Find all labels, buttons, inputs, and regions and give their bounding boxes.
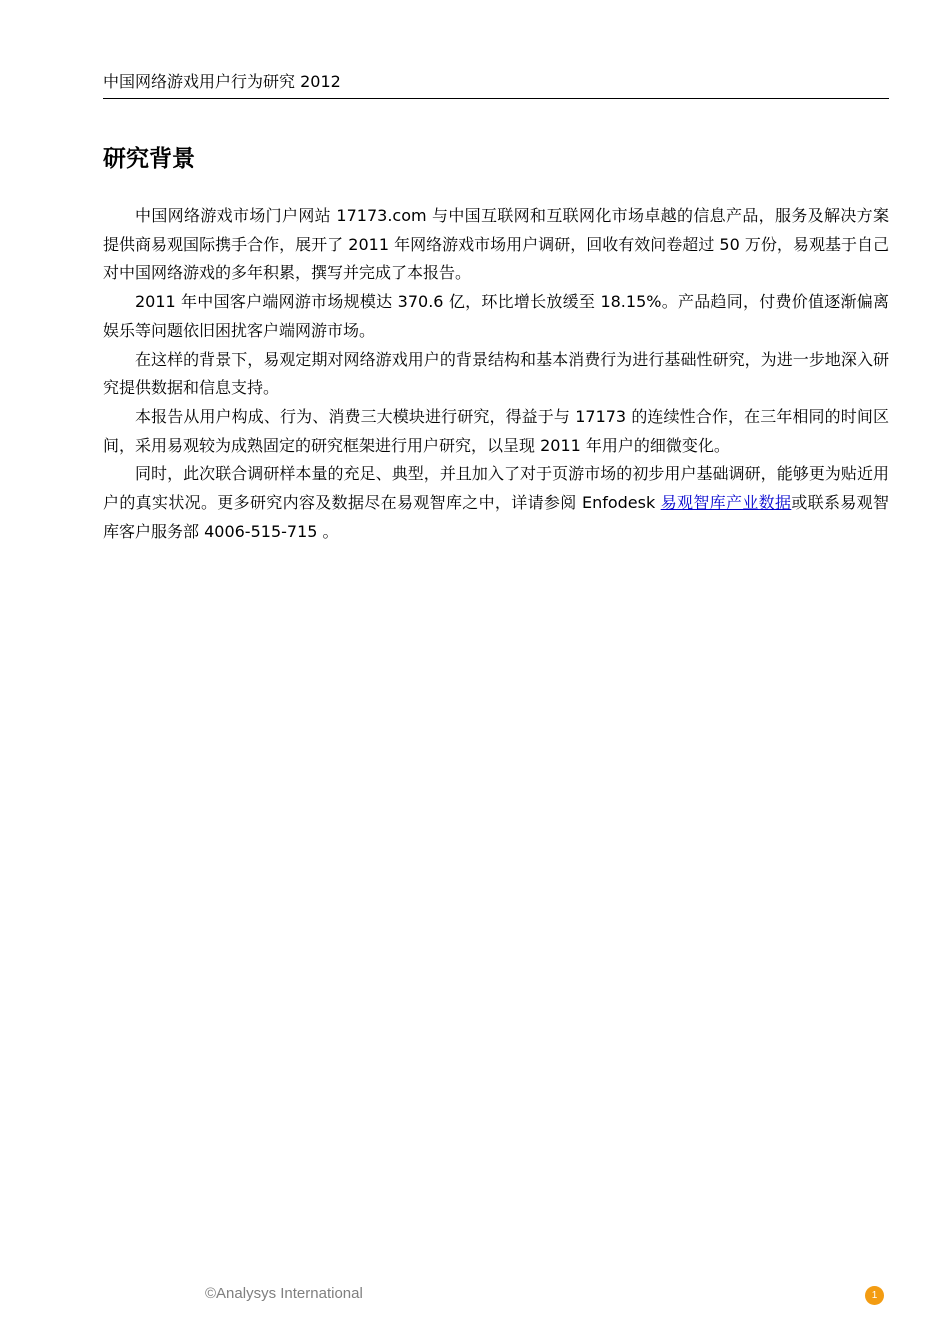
paragraph-contact-text: 同时，此次联合调研样本量的充足、典型，并且加入了对于页游市场的初步用户基础调研，能够更为贴近用户的真实状况。更多研究内容及数据尽在易观智库之中，详请参阅 Enfodesk — [103, 464, 889, 513]
enfodesk-data-link[interactable]: 易观智库产业数据 — [660, 493, 792, 513]
section-title: 研究背景 — [103, 146, 195, 172]
paragraph-background: 在这样的背景下，易观定期对网络游戏用户的背景结构和基本消费行为进行基础性研究，为进一步地深入研究提供数据和信息支持。 — [103, 349, 889, 398]
header-title: 中国网络游戏用户行为研究 2012 — [103, 72, 341, 91]
paragraph-intro: 中国网络游戏市场门户网站 17173.com 与中国互联网和互联网化市场卓越的信息产品，服务及解决方案提供商易观国际携手合作，展开了 2011 年网络游戏市场用户调研，回收有效问卷超过 50 万份，易观基于自己对中国网络游戏的多年积累，撰写并完成了本报告。 — [103, 206, 889, 283]
paragraph-contact — [103, 460, 889, 546]
page-number-badge: 1 — [865, 1286, 884, 1305]
body-text — [103, 202, 889, 546]
page-header — [103, 72, 889, 99]
paragraph-market-size: 2011 年中国客户端网游市场规模达 370.6 亿，环比增长放缓至 18.15%。产品趋同，付费价值逐渐偏离娱乐等问题依旧困扰客户端网游市场。 — [103, 292, 889, 340]
paragraph-framework: 本报告从用户构成、行为、消费三大模块进行研究，得益于与 17173 的连续性合作，在三年相同的时间区间，采用易观较为成熟固定的研究框架进行用户研究，以呈现 2011 年用户的细微变化。 — [103, 406, 889, 455]
paragraph-contact-tail: 或联系易观智库客户服务部 4006-515-715 。 — [103, 493, 889, 541]
footer-brand: ©Analysys International — [205, 1285, 363, 1302]
